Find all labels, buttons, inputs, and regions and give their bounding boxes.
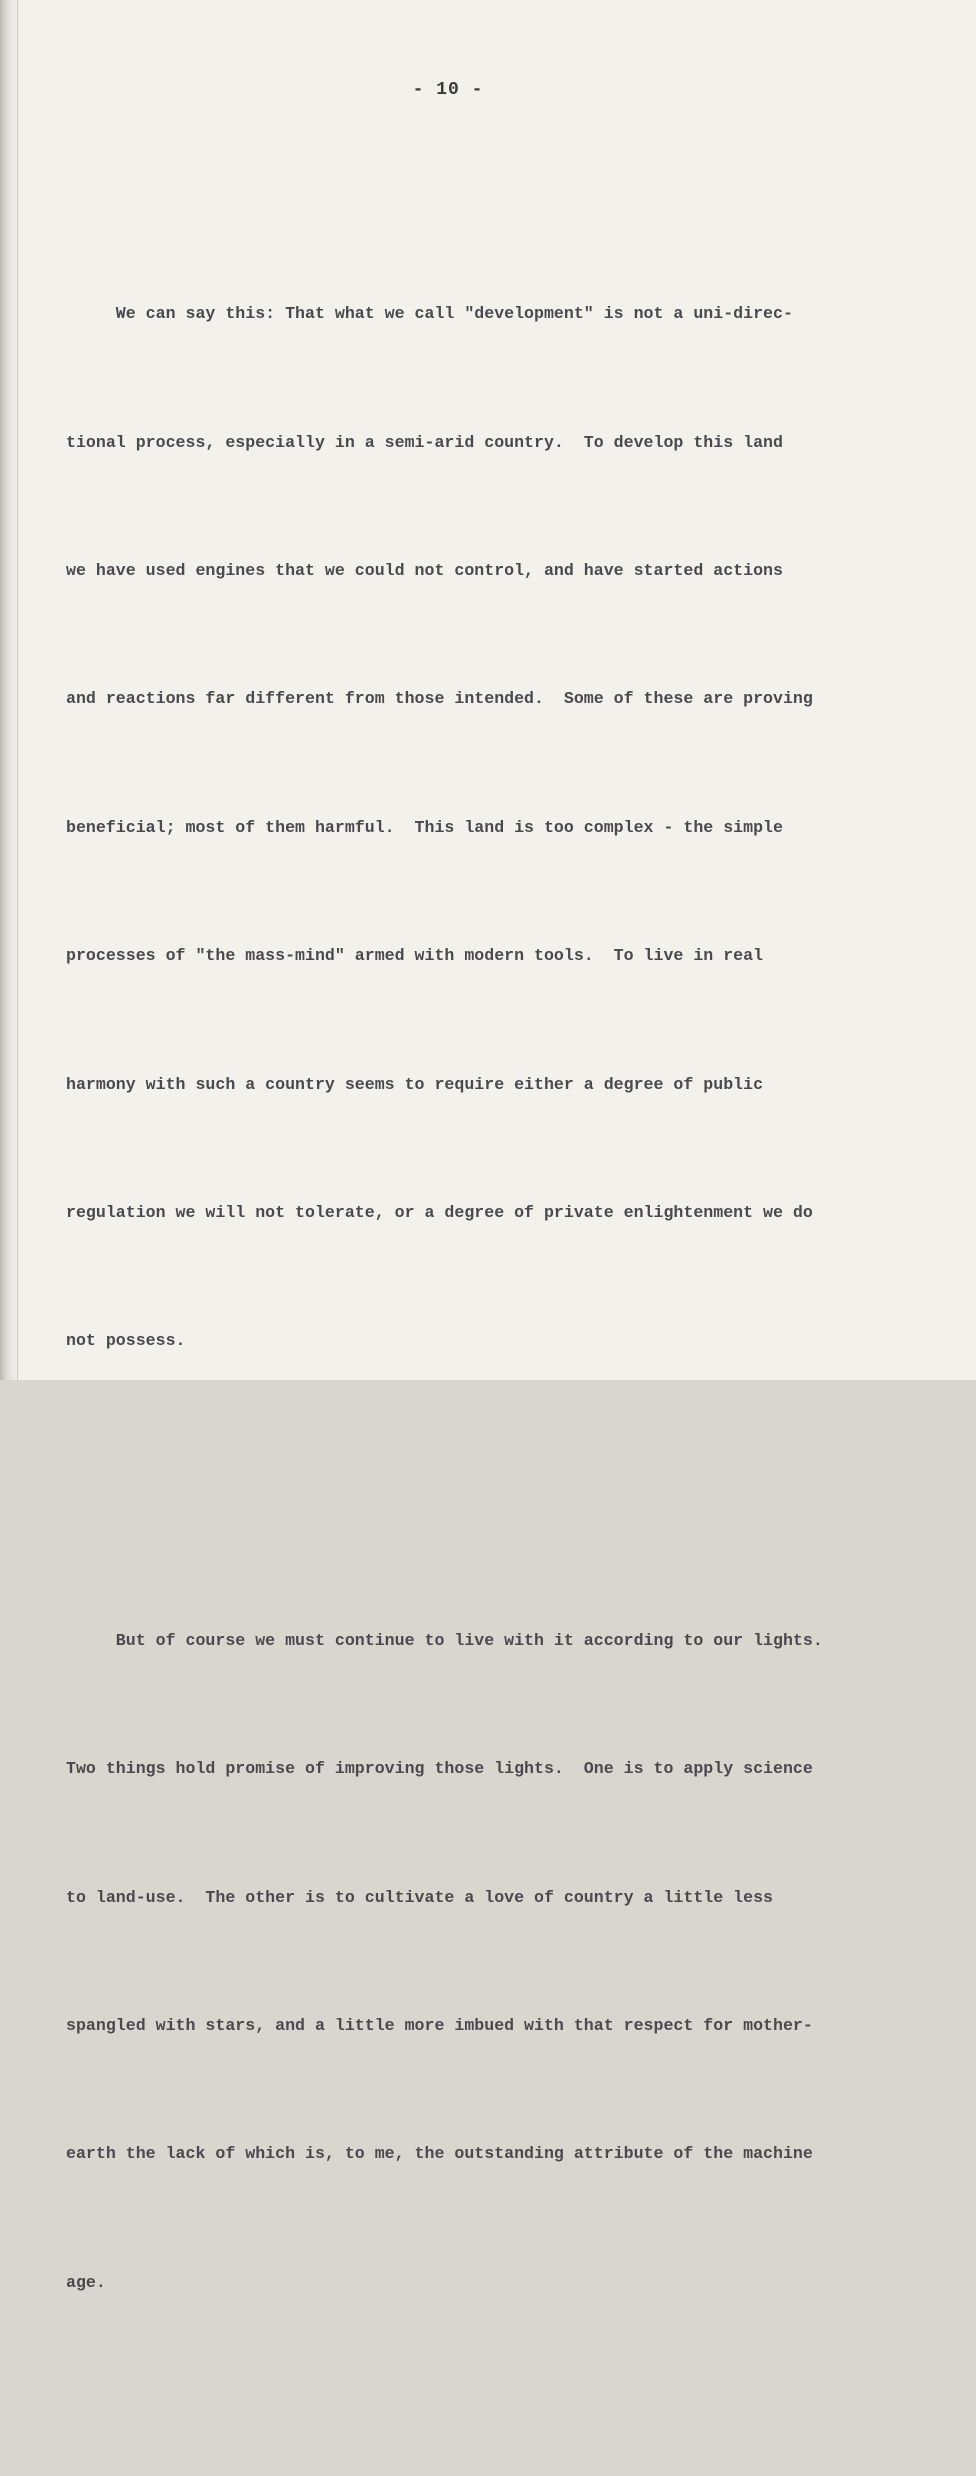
text-line: But of course we must continue to live with it according to our lights. [66, 1630, 823, 1650]
text-line: tional process, especially in a semi-arid country. To develop this land [66, 432, 783, 452]
text-line: to land-use. The other is to cultivate a love of country a little less [66, 1887, 774, 1907]
text-line: Two things hold promise of improving those lights. One is to apply science [66, 1759, 813, 1779]
page-number: - 10 - [412, 80, 484, 100]
body-text [66, 122, 878, 2476]
text-line: harmony with such a country seems to require either a degree of public [66, 1074, 764, 1094]
text-line: spangled with stars, and a little more imbued with that respect for mother- [66, 2016, 813, 2036]
text-line: not possess. [66, 1331, 186, 1351]
text-line: earth the lack of which is, to me, the outstanding attribute of the machine [66, 2144, 813, 2164]
text-line: age. [66, 2272, 106, 2292]
binding-edge [0, 0, 22, 1380]
paragraph-2 [66, 1534, 878, 2390]
text-line: processes of "the mass-mind" armed with modern tools. To live in real [66, 946, 764, 966]
text-line: and reactions far different from those intended. Some of these are proving [66, 689, 813, 709]
text-line: We can say this: That what we call "development" is not a uni-direc- [66, 304, 793, 324]
text-line: beneficial; most of them harmful. This land is too complex - the simple [66, 817, 783, 837]
paragraph-1 [66, 208, 878, 1449]
text-line: we have used engines that we could not control, and have started actions [66, 560, 783, 580]
binding-line [17, 0, 18, 1380]
text-line: regulation we will not tolerate, or a degree of private enlightenment we do [66, 1202, 813, 1222]
